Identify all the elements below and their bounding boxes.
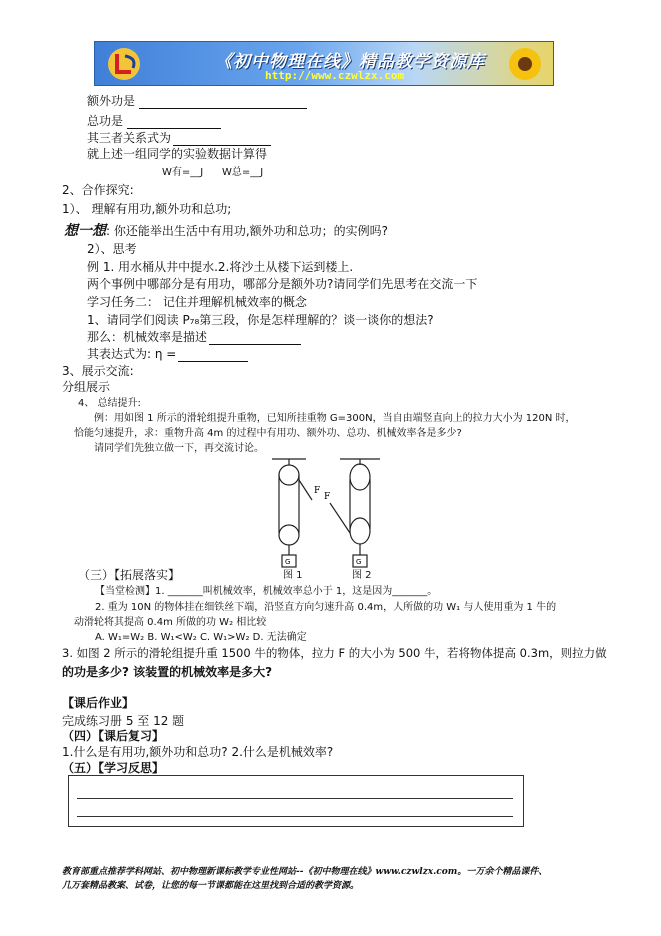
summary-title: 4、 总结提升:: [78, 398, 141, 409]
line-total-work: 总功是: [87, 112, 221, 129]
think-line: 想一想: 你还能举出生活中有用功,额外功和总功；的实例吗?: [64, 223, 389, 239]
reflection-title: （五）【学习反思】: [62, 761, 165, 775]
efficiency-formula: 其表达式为: η =: [87, 345, 248, 362]
example-question: 两个事例中哪部分是有用功，哪部分是额外功?请同学们先思考在交流一下: [87, 277, 478, 291]
line-calc: 就上述一组同学的实验数据计算得: [87, 147, 268, 161]
sunflower-icon: [503, 44, 547, 84]
problem-line-2: 恰能匀速提升，求：重物升高 4m 的过程中有用功、额外功、总功、机械效率各是多少?: [74, 428, 462, 439]
subsection-understand: 1）、 理解有用功,额外功和总功;: [62, 202, 232, 216]
task-two: 学习任务二： 记住并理解机械效率的概念: [87, 295, 307, 309]
blank-line[interactable]: [178, 350, 248, 362]
review-title: （四）【课后复习】: [62, 729, 165, 743]
reflection-line: [77, 816, 513, 817]
question-3: 3. 如图 2 所示的滑轮组提升重 1500 牛的物体，拉力 F 的大小为 500 牛，若将物体提高 0.3m，则拉力做: [62, 646, 607, 660]
line-extra-work: 额外功是: [87, 92, 307, 109]
weight-label: G: [285, 558, 291, 566]
quiz-question-2b: 动滑轮将其提高 0.4m 所做的功 W₂ 相比较: [74, 617, 267, 628]
homework-title: 【课后作业】: [62, 696, 135, 710]
section-cooperation: 2、合作探究:: [62, 183, 134, 197]
figure-1-caption: 图 1: [283, 570, 303, 581]
section-show: 3、展示交流:: [62, 364, 134, 378]
read-instruction: 1、请同学们阅读 P₇₈第三段，你是怎样理解的？谈一谈你的想法?: [87, 313, 434, 327]
problem-line-3: 请同学们先独立做一下，再交流讨论。: [94, 443, 264, 454]
blank-line[interactable]: [127, 117, 221, 129]
blank-line[interactable]: [139, 97, 307, 109]
banner-url[interactable]: http://www.czwlzx.com: [265, 69, 405, 82]
review-content: 1.什么是有用功,额外功和总功? 2.什么是机械效率?: [62, 745, 334, 759]
w-total: W总=__J: [222, 167, 264, 178]
svg-text:F: F: [324, 492, 331, 502]
think-label: 想一想: [64, 223, 106, 239]
blank-line[interactable]: [209, 333, 301, 345]
reflection-line: [77, 798, 513, 799]
homework-content: 完成练习册 5 至 12 题: [62, 714, 185, 728]
svg-text:G: G: [356, 558, 362, 566]
reflection-box[interactable]: [68, 775, 524, 827]
question-3b: 的功是多少? 该装置的机械效率是多大?: [62, 665, 273, 679]
quiz-question-2: 2. 重为 10N 的物体挂在细铁丝下端，沿竖直方向匀速升高 0.4m，人所做的功 W₁ 与人使用重为 1 牛的: [95, 602, 557, 613]
banner-title: 《初中物理在线》精品教学资源库: [215, 52, 485, 72]
w-useful: W有=__J: [162, 167, 204, 178]
group-show: 分组展示: [62, 380, 111, 394]
footer-text: 教育部重点推荐学科网站、初中物理新课标教学专业性网站--《初中物理在线》www.czwlzx.com。一万余个精品课件、 几万套精品教案、试卷，让您的每一节课都能在这里找到合适的教学资源。: [62, 867, 548, 891]
subsection-think: 2）、思考: [87, 242, 137, 256]
example-1: 例 1. 用水桶从井中提水.2.将沙土从楼下运到楼上.: [87, 260, 354, 274]
efficiency-describe: 那么：机械效率是描述: [87, 328, 301, 345]
header-banner: [94, 41, 554, 86]
quiz-options: A. W₁=W₂ B. W₁<W₂ C. W₁>W₂ D. 无法确定: [95, 632, 307, 643]
force-label: F: [314, 486, 321, 496]
problem-line-1: 例：用如图 1 所示的滑轮组提升重物，已知所挂重物 G=300N，当自由端竖直向上的拉力大小为 120N 时，: [94, 413, 576, 424]
quiz-question-1: 【当堂检测】1. _______叫机械效率，机械效率总小于 1，这是因为_______。: [95, 586, 438, 597]
section-three: （三）【拓展落实】: [78, 568, 181, 582]
figure-2-caption: 图 2: [352, 570, 372, 581]
site-logo-icon: [105, 46, 143, 82]
line-relation: 其三者关系式为: [87, 129, 271, 146]
pulley-figure: [262, 455, 392, 577]
